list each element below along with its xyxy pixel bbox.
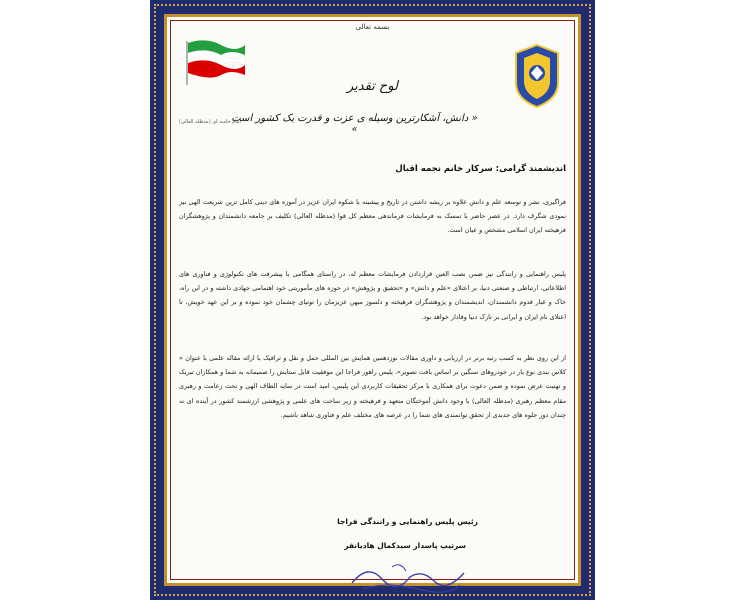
quote-slogan: « دانش، آشکارترین وسیله ی عزت و قدرت یک کشور است » (231, 113, 478, 135)
traffic-police-emblem-icon (512, 43, 562, 109)
body-paragraph-2: پلیس راهنمایی و رانندگی نیز ضمن نصب العین قراردادن فرمایشات معظم له، در راستای همگامی با پیشرفت های تکنولوژی و فناوری های اطلاعاتی، ارتباطی و صنعتی دنیا، بر اعتلای «علم و دانش» و «تحقیق و پژوهش» در حوزه های مأموریتی خود اهتمامی جهادی داشته و در این راه، خاک و غبار قدوم دانشمندان، اندیشمندان و پژوهشگران فرهیخته و دلسوز میهن عزیزمان را توتیای چشمان خود نموده و بر این عهد خویش، تا اعتلای نام ایران و ایرانی بر تارک دنیا وفادار خواهد بود. (179, 270, 566, 321)
bismillah-line: بسمه تعالی (355, 23, 390, 31)
certificate-page (164, 14, 581, 586)
signatory-title: رئیس پلیس راهنمایی و رانندگی فراجا (337, 517, 478, 526)
certificate-border (150, 0, 595, 600)
body-paragraph-1: فراگیری، نشر و توسعه علم و دانش علاوه بر ریشه داشتن در تاریخ و پیشینه با شکوه ایران عزیز در آموزه های دینی کامل ترین شریعت الهی نیز نمودی شگرف دارد. در عصر حاضر با تمسک به فرمایشات فرماندهی معظم کل قوا (مدظله العالی) تکلیف بر جامعه دانشمندان و پژوهشگران فرهیخته ایران اسلامی مشخص و عیان است. (179, 198, 566, 235)
recipient-line: اندیشمند گرامی: سرکار خانم نجمه اقبال (395, 164, 566, 174)
quote-author: امام خامنه ای (مدظله العالی) (179, 119, 241, 125)
body-paragraph-3: از این روی نظر به کسب رتبه برتر در ارزیابی و داوری مقالات نوزدهمین همایش بین المللی حمل و نقل و ترافیک با ارائه مقاله علمی با عنوان « کلاس بندی نوع بار در خودروهای سنگین بر اساس بافت تصویر»، پلیس راهور فراجا این موفقیت قابل ستایش را صمیمانه به شما و همکاران تبریک و تهنیت عرض نموده و ضمن دعوت برای همکاری با مرکز تحقیقات کاربردی این پلیس، امید است در سایه الطاف الهی و تحت زعامت و رهبری مقام معظم رهبری (مدظله العالی) با وجود دانش آموختگان متعهد و فرهیخته و زیر ساخت های علمی و پژوهشی ارزشمند کشور در آینده ای نه چندان دور جلوه های جدیدی از تحقق توانمندی های شما را در عرصه های مختلف علم و فناوری شاهد باشیم. (179, 354, 566, 419)
certificate-title: لوح تقدیر (346, 79, 398, 94)
signatory-name: سرتیپ پاسدار سیدکمال هادیانفر (344, 541, 466, 550)
handwritten-signature-icon (348, 559, 468, 595)
